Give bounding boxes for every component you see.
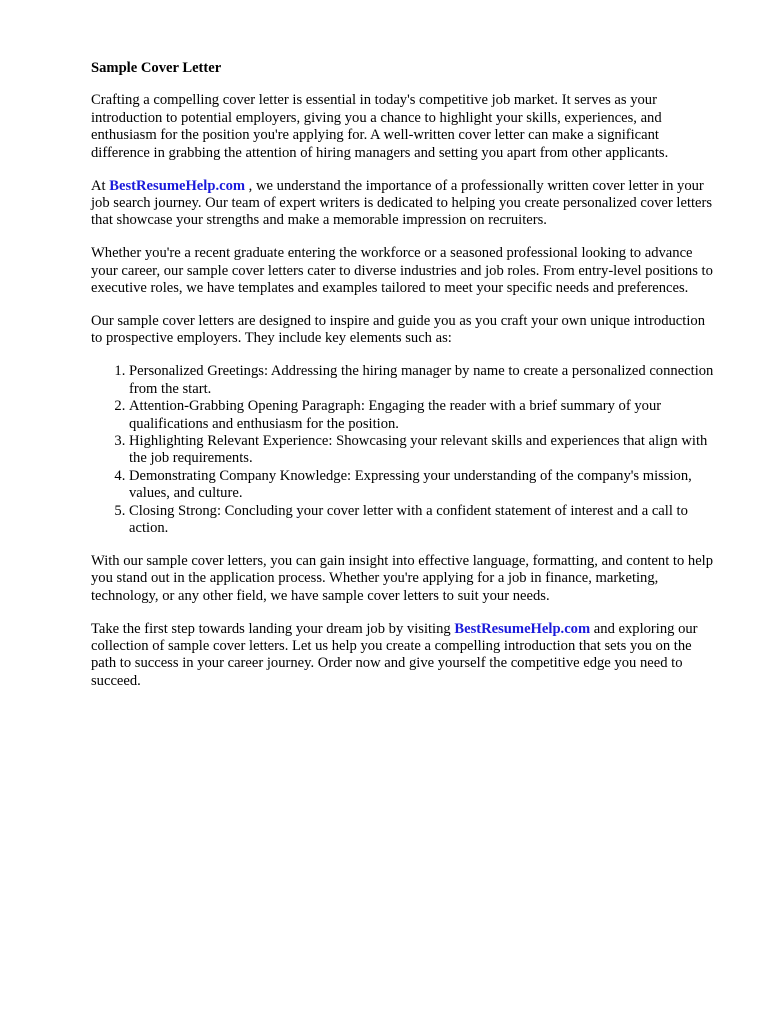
document-title: Sample Cover Letter <box>91 60 222 76</box>
bestresumehelp-link[interactable]: BestResumeHelp.com <box>109 177 246 194</box>
bestresumehelp-link-closing[interactable]: BestResumeHelp.com <box>454 620 591 637</box>
document-page <box>91 60 719 706</box>
company-paragraph <box>91 178 719 230</box>
audience-paragraph: Whether you're a recent graduate entering the workforce or a seasoned professional looking to advance your career, our sample cover letters cater to diverse industries and job roles. From entry-level positions to executive roles, we have templates and examples tailored to meet your specific needs and preferences. <box>91 245 713 297</box>
key-elements-list <box>91 363 719 537</box>
benefits-paragraph: With our sample cover letters, you can gain insight into effective language, formatting, and content to help you stand out in the application process. Whether you're applying for a job in finance, marketing, technology, or any other field, we have sample cover letters to suit your needs. <box>91 552 714 604</box>
list-item: 4. Demonstrating Company Knowledge: Expressing your understanding of the company's mission, values, and culture. <box>129 468 719 503</box>
closing-paragraph-lead: Take the first step towards landing your dream job by visiting <box>91 620 455 637</box>
closing-paragraph <box>91 621 719 691</box>
list-item: 3. Highlighting Relevant Experience: Showcasing your relevant skills and experiences that align with the job requirements. <box>129 433 719 468</box>
closing-paragraph-text: and exploring our collection of sample cover letters. Let us help you create a compelling introduction that sets you on the path to success in your career journey. Order now and give yourself the competitive edge you need to succeed. <box>91 620 698 689</box>
list-item: 5. Closing Strong: Concluding your cover letter with a confident statement of interest and a call to action. <box>129 503 719 538</box>
list-item: 1. Personalized Greetings: Addressing the hiring manager by name to create a personalized connection from the start. <box>129 363 719 398</box>
elements-intro-paragraph: Our sample cover letters are designed to inspire and guide you as you craft your own unique introduction to prospective employers. They include key elements such as: <box>91 312 705 347</box>
company-paragraph-lead: At <box>91 177 110 194</box>
list-item: 2. Attention-Grabbing Opening Paragraph: Engaging the reader with a brief summary of your qualifications and enthusiasm for the position. <box>129 398 719 433</box>
company-paragraph-text: , we understand the importance of a professionally written cover letter in your job search journey. Our team of expert writers is dedicated to helping you create personalized cover letters that showcase your strengths and make a memorable impression on recruiters. <box>91 177 713 229</box>
intro-paragraph: Crafting a compelling cover letter is essential in today's competitive job market. It serves as your introduction to potential employers, giving you a chance to highlight your skills, experiences, and enthusiasm for the position you're applying for. A well-written cover letter can make a significant difference in grabbing the attention of hiring managers and setting you apart from other applicants. <box>91 92 669 161</box>
